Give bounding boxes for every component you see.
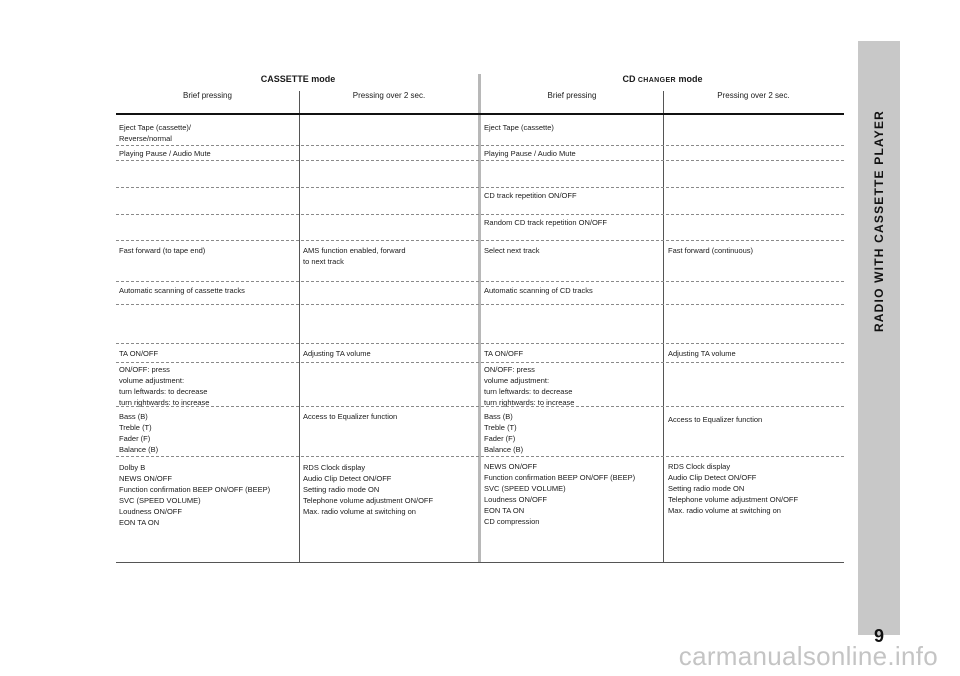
cd-title-rest: mode (676, 74, 703, 84)
cassette-brief-header: Brief pressing (183, 91, 232, 100)
table-cell-cas-over: Adjusting TA volume (303, 349, 371, 358)
table-cell-cas-brief: Automatic scanning of cassette tracks (119, 286, 245, 295)
table-cell-cd-over: Adjusting TA volume (668, 349, 736, 358)
cassette-title-rest: mode (308, 74, 336, 84)
table-cell-cd-over: Fast forward (continuous) (668, 246, 754, 255)
table-cell-cas-brief: ON/OFF: press volume adjustment: turn leftwards: to decrease turn rightwards: to increase (119, 365, 210, 407)
cd-column-divider (663, 91, 664, 562)
cd-brief-header: Brief pressing (547, 91, 597, 100)
table-cell-cas-brief: Playing Pause / Audio Mute (119, 149, 211, 158)
cassette-over-header: Pressing over 2 sec. (352, 91, 426, 100)
table-cell-cd-brief: Automatic scanning of CD tracks (484, 286, 593, 295)
cassette-title-main: CASSETTE (260, 74, 309, 84)
table-cell-cd-over: Access to Equalizer function (668, 415, 763, 424)
table-cell-cas-over: AMS function enabled, forward to next track (303, 246, 406, 266)
table-cell-cas-brief: Bass (B) Treble (T) Fader (F) Balance (B) (119, 412, 159, 454)
row-separator (116, 562, 844, 563)
table-cell-cd-brief: Bass (B) Treble (T) Fader (F) Balance (B) (484, 412, 524, 454)
row-separator (116, 362, 844, 363)
mode-divider (478, 74, 481, 562)
row-separator (116, 160, 844, 161)
table-cell-cd-brief: NEWS ON/OFF Function confirmation BEEP ON/OFF (BEEP) SVC (SPEED VOLUME) Loudness ON/OFF EON TA ON CD compression (484, 462, 636, 526)
table-cell-cd-brief: Random CD track repetition ON/OFF (484, 218, 607, 227)
row-separator (116, 214, 844, 215)
cassette-column-divider (299, 91, 300, 562)
table-cell-cas-brief: TA ON/OFF (119, 349, 159, 358)
side-tab (858, 41, 900, 646)
table-cell-cas-over: Access to Equalizer function (303, 412, 398, 421)
cd-title-main: CD (622, 74, 636, 84)
table-cell-cd-brief: Select next track (484, 246, 540, 255)
table-cell-cd-brief: CD track repetition ON/OFF (484, 191, 577, 200)
row-separator (116, 281, 844, 282)
header-rule (116, 113, 844, 115)
table-cell-cas-brief: Dolby B NEWS ON/OFF Function confirmation BEEP ON/OFF (BEEP) SVC (SPEED VOLUME) Loudness ON/OFF EON TA ON (119, 463, 271, 527)
row-separator (116, 304, 844, 305)
cassette-mode-title (116, 74, 480, 84)
cd-over-header: Pressing over 2 sec. (717, 91, 790, 100)
side-tab-title: RADIO WITH CASSETTE PLAYER (872, 109, 886, 333)
table-cell-cd-brief: ON/OFF: press volume adjustment: turn leftwards: to decrease turn rightwards: to increase (484, 365, 575, 407)
cd-mode-title (481, 74, 844, 84)
row-separator (116, 456, 844, 457)
page-number: 9 (873, 626, 884, 646)
row-separator (116, 240, 844, 241)
table-cell-cd-brief: Eject Tape (cassette) (484, 123, 554, 132)
table-cell-cas-brief: Fast forward (to tape end) (119, 246, 206, 255)
table-cell-cd-brief: TA ON/OFF (484, 349, 524, 358)
watermark: carmanualsonline.info (678, 641, 938, 671)
table-cell-cas-brief: Eject Tape (cassette)/ Reverse/normal (119, 123, 191, 143)
table-cell-cd-over: RDS Clock display Audio Clip Detect ON/OFF Setting radio mode ON Telephone volume adjustment ON/OFF Max. radio volume at switching on (668, 462, 799, 515)
row-separator (116, 187, 844, 188)
table-cell-cas-over: RDS Clock display Audio Clip Detect ON/OFF Setting radio mode ON Telephone volume adjustment ON/OFF Max. radio volume at switching on (303, 463, 434, 516)
table-cell-cd-brief: Playing Pause / Audio Mute (484, 149, 576, 158)
cd-title-small: CHANGER (635, 77, 677, 84)
row-separator (116, 343, 844, 344)
row-separator (116, 145, 844, 146)
